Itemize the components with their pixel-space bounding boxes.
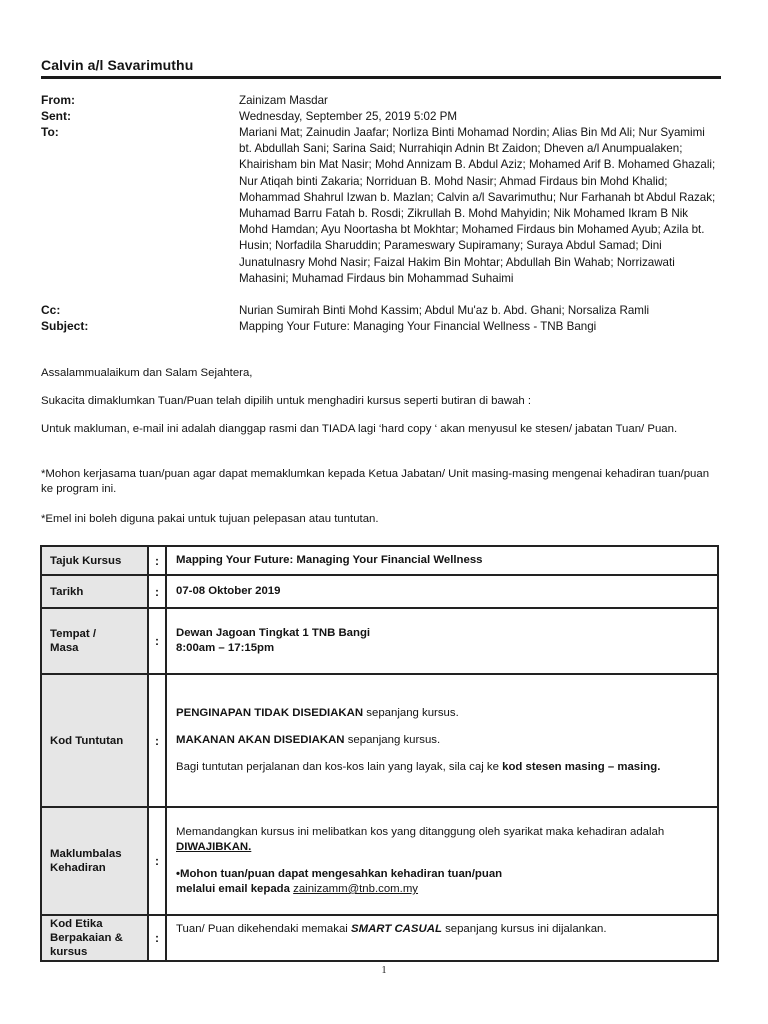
maklumbalas-label: Maklumbalas Kehadiran [42,808,149,914]
cc-label: Cc: [41,303,61,317]
from-label: From: [41,93,75,107]
body-paragraph-4: *Emel ini boleh diguna pakai untuk tujuan pelepasan atau tuntutan. [41,513,379,525]
kehadiran-note [176,825,709,855]
contact-email-link[interactable]: zainizamm@tnb.com.my [293,883,419,895]
tempat-masa-label [42,609,149,673]
kod-tuntutan-label: Kod Tuntutan [42,675,149,806]
title-divider [41,76,721,79]
etika-text-2: sepanjang kursus ini dijalankan. [441,923,607,935]
penginapan-rest: sepanjang kursus. [363,707,459,719]
colon-separator: : [149,675,167,806]
smart-casual-text: SMART CASUAL [350,923,442,935]
body-paragraph-1: Sukacita dimaklumkan Tuan/Puan telah dipilih untuk menghadiri kursus seperti butiran di bawah : [41,395,532,407]
penginapan-bold: PENGINAPAN TIDAK DISEDIAKAN [176,707,364,719]
course-details-table [40,545,719,962]
table-row-kod-tuntutan [42,675,717,808]
subject-label: Subject: [41,319,89,333]
kehadiran-text: Memandangkan kursus ini melibatkan kos yang ditanggung oleh syarikat maka kehadiran adalah [176,826,665,838]
email-prefix: melalui email kepada [176,883,294,895]
penginapan-note [176,706,709,721]
sent-label: Sent: [41,109,71,123]
tarikh-value: 07-08 Oktober 2019 [176,585,281,597]
makanan-bold: MAKANAN AKAN DISEDIAKAN [176,734,345,746]
page-title: Calvin a/l Savarimuthu [41,57,194,73]
makanan-rest: sepanjang kursus. [344,734,441,746]
tuntutan-rest: Bagi tuntutan perjalanan dan kos-kos lain yang layak, sila caj ke [176,761,503,773]
table-row-maklumbalas [42,808,717,916]
table-row-kod-etika [42,916,717,960]
email-note [176,882,709,897]
tajuk-kursus-value: Mapping Your Future: Managing Your Financial Wellness [176,554,483,566]
table-row-tempat-masa [42,609,717,675]
maklumbalas-value [167,808,717,914]
to-recipients: Mariani Mat; Zainudin Jaafar; Norliza Binti Mohamad Nordin; Alias Bin Md Ali; Nur Syamimi bt. Abdullah Sani; Sarina Said; Nurrahiqin Adnin Bt Zaidon; Dheven a/l Anumpualaken; Khairisham bin Mat Nasir; Mohd Annizam B. Abdul Aziz; Mohamed Arif B. Mohamed Ghazali; Nur Atiqah binti Zakaria; Norriduan B. Mohd Nasir; Ahmad Firdaus bin Mohd Khalid; Mohammad Shahrul Izwan b. Mazlan; Calvin a/l Savarimuthu; Nur Farhanah bt Abdul Razak; Muhamad Barru Fatah b. Rosdi; Zikrullah B. Mohd Mahyidin; Nik Mohamed Ikram B Nik Mohd Hamdan; Ayu Noortasha bt Mokhtar; Mohamed Firdaus bin Mohamed Ayub; Azila bt. Husin; Norfadila Sharuddin; Parameswary Supiramany; Suraya Abdul Samad; Dini Junatulnasry Mohd Nasir; Faizal Hakim Bin Mohtar; Abdullah Bin Wahab; Norrizawati Mahasini; Muhamad Firdaus bin Mohammad Suhaimi [239,126,716,285]
tajuk-kursus-label: Tajuk Kursus [42,547,149,574]
masa-label: Masa [50,642,79,654]
pengesahan-note: •Mohon tuan/puan dapat mengesahkan kehadiran tuan/puan [176,868,503,880]
body-paragraph-3: *Mohon kerjasama tuan/puan agar dapat memaklumkan kepada Ketua Jabatan/ Unit masing-masing mengenai kehadiran tuan/puan ke program ini. [41,468,710,495]
tempat-value: Dewan Jagoan Tingkat 1 TNB Bangi [176,627,371,639]
to-label: To: [41,125,59,139]
subject-value: Mapping Your Future: Managing Your Financial Wellness - TNB Bangi [239,320,597,333]
colon-separator: : [149,609,167,673]
table-row-tarikh [42,576,717,609]
cc-recipients: Nurian Sumirah Binti Mohd Kassim; Abdul Mu'az b. Abd. Ghani; Norsaliza Ramli [239,304,650,317]
kod-etika-value [167,916,717,960]
diwajibkan-text: DIWAJIBKAN. [176,841,252,853]
from-value: Zainizam Masdar [239,94,328,107]
page-number: 1 [381,965,387,976]
colon-separator: : [149,576,167,607]
makanan-note [176,733,709,748]
greeting: Assalammualaikum dan Salam Sejahtera, [41,367,253,379]
sent-value: Wednesday, September 25, 2019 5:02 PM [239,110,458,123]
kod-tuntutan-value [167,675,717,806]
tuntutan-bold: kod stesen masing – masing. [502,761,661,773]
masa-value: 8:00am – 17:15pm [176,642,275,654]
tempat-label: Tempat / [50,628,96,640]
etika-text-1: Tuan/ Puan dikehendaki memakai [176,923,351,935]
colon-separator: : [149,808,167,914]
kod-etika-label: Kod Etika Berpakaian & kursus [42,916,149,960]
table-row-tajuk-kursus [42,547,717,576]
colon-separator: : [149,916,167,960]
tuntutan-note [176,760,709,775]
tarikh-label: Tarikh [42,576,149,607]
body-paragraph-2: Untuk makluman, e-mail ini adalah dianggap rasmi dan TIADA lagi ‘hard copy ‘ akan menyusul ke stesen/ jabatan Tuan/ Puan. [41,423,678,435]
tempat-masa-value [167,609,717,673]
colon-separator: : [149,547,167,574]
